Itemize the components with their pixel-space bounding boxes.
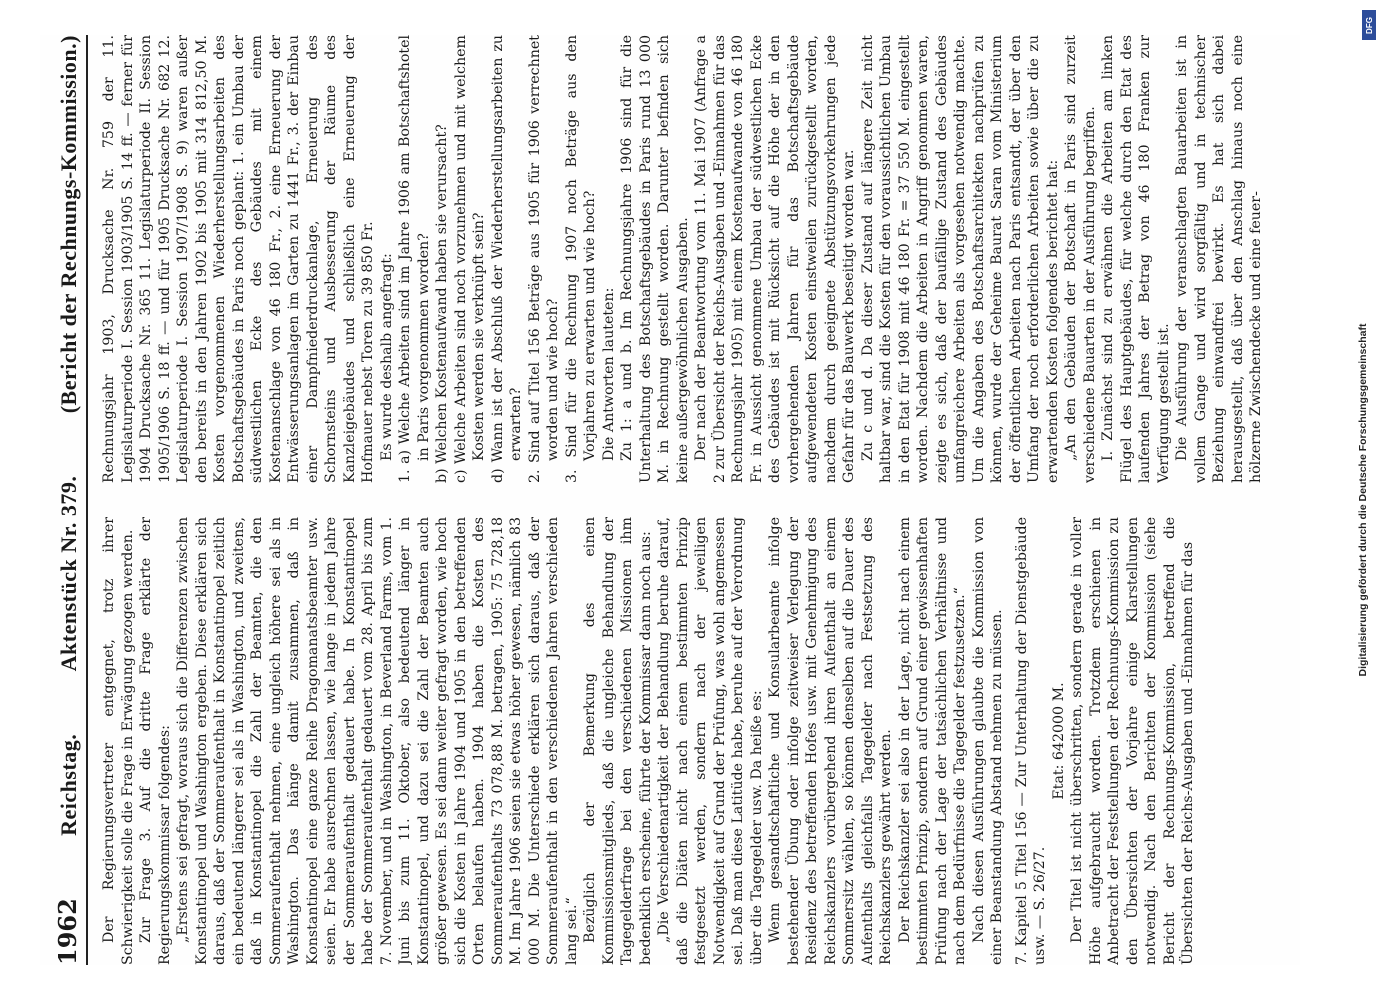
question-item: c) Welche Arbeiten sind noch vorzunehmen und mit welchem Kosten werden sie verknüpft sein? [452, 35, 487, 483]
paragraph: Bezüglich der Bemerkung des einen Kommissionsmitglieds, daß die ungleiche Behandlung der Tagegelderfrage bei den verschiedenen Missionen ihm bedenklich erscheine, führte der Kommissar dann noch aus: [582, 517, 654, 965]
digitization-credit [1349, 8, 1377, 992]
paragraph: „An den Gebäuden der Botschaft in Paris sind zurzeit verschiedene Bauarten in der Ausführung begriffen. [1063, 35, 1098, 483]
paragraph: „Erstens sei gefragt, woraus sich die Differenzen zwischen Konstantinopel und Washington ergeben. Diese erklären sich daraus, daß der Sommeraufenthalt in Konstantinopel zeitlich ein bedeutend längerer sei als in Washington, und zweitens, daß in Konstantinopel die Zahl der Beamten, die den Sommeraufenthalt nehmen, eine ungleich höhere sei als in Washington. Das hänge damit zusammen, daß in Konstantinopel eine ganze Reihe Dragomanatsbeamter usw. seien. Er habe ausrechnen lassen, wie lange in jedem Jahre der Sommeraufenthalt gedauert habe. In Konstantinopel habe der Sommeraufenthalt gedauert vom 28. April bis zum 7. November, und in Washington, in Beverland Farms, vom 1. Juni bis zum 11. Oktober, also bedeutend länger in Konstantinopel, und dazu sei die Zahl der Beamten auch größer gewesen. Es sei dann weiter gefragt worden, wie hoch sich die Kosten in Jahre 1904 und 1905 in den betreffenden Orten belaufen haben. 1904 haben die Kosten des Sommeraufenthalts 73 078,88 M. betragen, 1905: 75 728,18 M. Im Jahre 1906 seien sie etwas höher gewesen, nämlich 83 000 M. Die Unterschiede erklären sich daraus, daß der Sommeraufenthalt in den verschiedenen Jahren verschieden lang sei.“ [175, 517, 580, 965]
paragraph: Der nach der Beantwortung vom 11. Mai 1907 (Anfrage a 2 zur Übersicht der Reichs-Ausgaben und -Einnahmen für das Rechnungsjahr 1905) mit einem Kostenaufwande von 46 180 Fr. in Aussicht genommene Umbau der südwestlichen Ecke des Gebäudes ist mit Rücksicht auf die Höhe der in den vorhergehenden Jahren für das Botschaftsgebäude aufgewendeten Kosten einstweilen zurückgestellt worden, nachdem durch geeignete Abstützungsvorkehrungen jede Gefahr für das Bauwerk beseitigt worden war. [693, 35, 857, 483]
header-reichstag: Reichstag. [56, 733, 81, 836]
paragraph: I. Zunächst sind zu erwähnen die Arbeiten am linken Flügel des Hauptgebäudes, für welche durch den Etat des laufenden Jahres der Betrag von 46 180 Franken zur Verfügung gestellt ist. [1100, 35, 1172, 483]
question-item: 1. a) Welche Arbeiten sind im Jahre 1906 am Botschaftshotel in Paris vorgenommen worden? [397, 35, 432, 483]
quoted-paragraph: Wenn gesandtschaftliche und Konsularbeamte infolge bestehender Übung oder infolge zeitweiser Verlegung der Residenz des betreffenden Hofes usw. mit Genehmigung des Reichskanzlers vorübergehend ihren Aufenthalt an einem Sommersitz wählen, so können denselben auf die Dauer des Aufenthalts gleichfalls Tagegelder nach Festsetzung des Reichskanzlers gewährt werden. [767, 517, 894, 965]
left-column [100, 517, 1290, 965]
paragraph: Der Regierungsvertreter entgegnet, trotz ihrer Schwierigkeit solle die Frage in Erwägung gezogen werden. [101, 517, 136, 965]
paragraph: Der Titel ist nicht überschritten, sondern gerade in voller Höhe aufgebraucht worden. Trotzdem erschienen in Anbetracht der Feststellungen der Rechnungs-Kommission zu den Übersichten der Vorjahre einige Klarstellungen notwendig. Nach den Berichten der Kommission (siehe Bericht der Rechnungs-Kommission, betreffend die Übersichten der Reichs-Ausgaben und -Einnahmen für das [1069, 517, 1196, 965]
paragraph: Zu 1: a und b. Im Rechnungsjahre 1906 sind für die Unterhaltung des Botschaftsgebäudes in Paris rund 13 000 M. in Rechnung gestellt worden. Darunter befinden sich keine außergewöhnlichen Ausgaben. [619, 35, 691, 483]
section-etat: Etat: 642000 M. [1050, 682, 1067, 800]
question-item: b) Welchen Kostenaufwand haben sie verursacht? [434, 124, 450, 483]
paragraph: Zu c und d. Da dieser Zustand auf längere Zeit nicht haltbar war, sind die Kosten für den voraussichtlichen Umbau in den Etat für 1908 mit 46 180 Fr. = 37 550 M. eingestellt worden. Nachdem die Arbeiten in Angriff genommen waren, zeigte es sich, daß der baufällige Zustand des Gebäudes umfangreichere Arbeiten als vorgesehen notwendig machte. Um die Angaben des Botschaftsarchitekten nachprüfen zu können, wurde der Geheime Baurat Saran vom Ministerium der öffentlichen Arbeiten nach Paris entsandt, der über den Umfang der noch erforderlichen Arbeiten sowie über die zu erwartenden Kosten folgendes berichtet hat: [859, 35, 1061, 483]
question-item: 3. Sind für die Rechnung 1907 noch Beträge aus den Vorjahren zu erwarten und wie hoch? [563, 35, 598, 483]
header-aktenstueck: Aktenstück Nr. 379. [56, 475, 81, 672]
question-item: 2. Sind auf Titel 156 Beträge aus 1905 für 1906 verrechnet worden und wie hoch? [526, 35, 561, 483]
paragraph: „Die Verschiedenartigkeit der Behandlung beruhe darauf, daß die Diäten nicht nach einem bestimmten Prinzip festgesetzt werden, sondern nach der jeweiligen Notwendigkeit auf Grund der Prüfung, was wohl angemessen sei. Daß man diese Latitüde habe, beruhe auf der Verordnung über die Tagegelder usw. Da heiße es: [656, 517, 765, 965]
right-column [100, 35, 1290, 483]
page-header [40, 35, 88, 965]
page-number: 1962 [53, 898, 82, 965]
rotated-page [40, 35, 1300, 965]
paragraph: Zur Frage 3. Auf die dritte Frage erklärte der Regierungskommissar folgendes: [138, 517, 173, 965]
paragraph: Die Ausführung der veranschlagten Bauarbeiten ist in vollem Gange und wird sorgfältig und in technischer Beziehung einwandfrei bewirkt. Es hat sich dabei herausgestellt, daß über den Anschlag hinaus noch eine hölzerne Zwischendecke und eine feuer- [1174, 35, 1264, 483]
dfg-logo-icon [1362, 10, 1376, 40]
dfg-logo-text: DFG [1364, 16, 1374, 34]
paragraph: Es wurde deshalb angefragt: [378, 253, 395, 461]
scanned-page-area [40, 35, 1300, 965]
question-item: d) Wann ist der Abschluß der Wiederherstellungsarbeiten zu erwarten? [489, 35, 524, 483]
header-report-title: (Bericht der Rechnungs-Kommission.) [56, 35, 81, 414]
section-heading: 7. Kapitel 5 Titel 156 — Zur Unterhaltung der Dienstgebäude usw. — S. 26/27. [1013, 517, 1048, 965]
text-columns [100, 35, 1290, 965]
paragraph: Der Reichskanzler sei also in der Lage, nicht nach einem bestimmten Prinzip, sondern auf Grund einer gewissenhaften Prüfung nach der Lage der tatsächlichen Verhältnisse und nach dem Bedürfnisse die Tagegelder festzusetzen.“ [896, 517, 968, 965]
paragraph: Nach diesen Ausführungen glaubte die Kommission von einer Beanstandung Abstand nehmen zu müssen. [970, 517, 1005, 965]
paragraph: Rechnungsjahr 1903, Drucksache Nr. 759 der 11. Legislaturperiode I. Session 1903/1905 S. 14 ff. — ferner für 1904 Drucksache Nr. 365 11. Legislaturperiode II. Session 1905/1906 S. 18 ff. — und für 1905 Drucksache Nr. 682 12. Legislaturperiode I. Session 1907/1908 S. 9) waren außer den bereits in den Jahren 1902 bis 1905 mit 314 812,50 M. Kosten vorgenommenen Wiederherstellungsarbeiten des Botschaftsgebäudes in Paris noch geplant: 1. ein Umbau der südwestlichen Ecke des Gebäudes mit einem Kostenanschlage von 46 180 Fr., 2. eine Erneuerung der Entwässerungsanlagen im Garten zu 1441 Fr., 3. der Einbau einer Dampfniederdruckanlage, Erneuerung des Schornsteins und Ausbesserung der Räume des Kanzleigebäudes und schließlich eine Erneuerung der Hofmauer nebst Toren zu 39 850 Fr. [101, 35, 376, 483]
credit-text: Digitalisierung gefördert durch die Deutsche Forschungsgemeinschaft [1357, 323, 1369, 677]
paragraph: Die Antworten lauteten: [600, 287, 617, 461]
